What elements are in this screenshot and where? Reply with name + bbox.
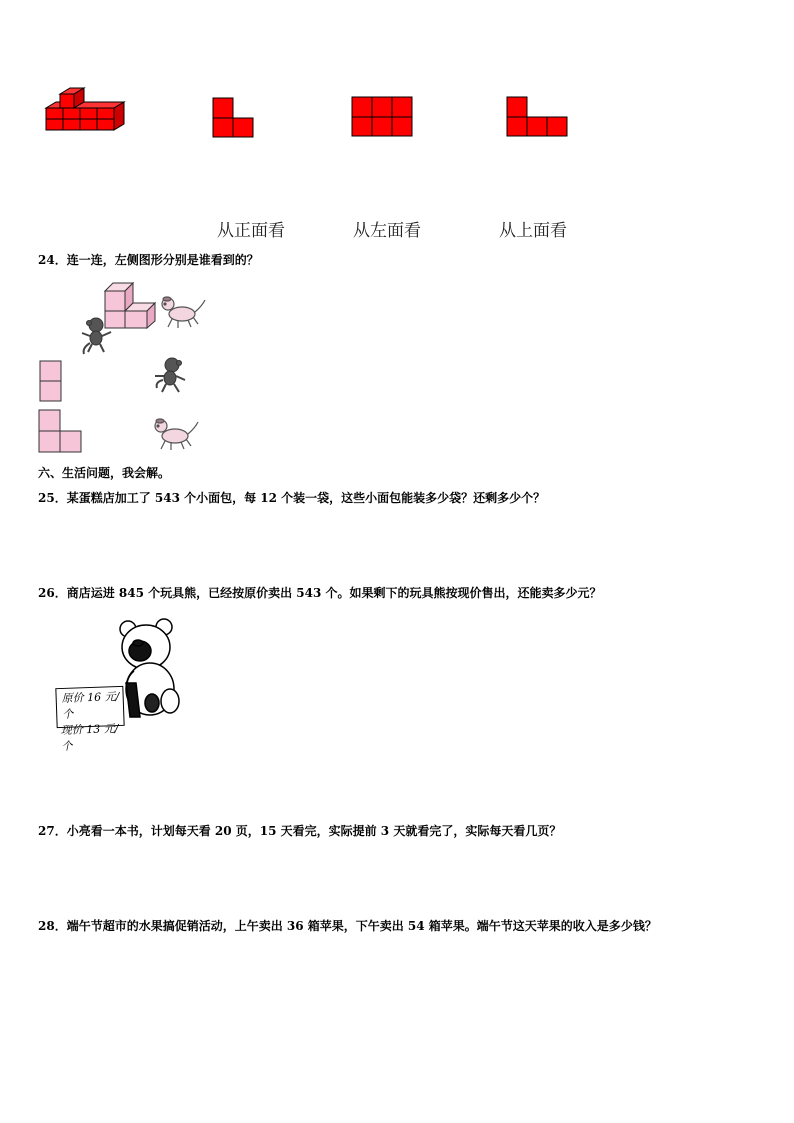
question-26: 26．商店运进 845 个玩具熊，已经按原价卖出 543 个。如果剩下的玩具熊按现价售出，还能卖多少元？ bbox=[38, 586, 602, 600]
section-6-heading: 六、生活问题，我会解。 bbox=[38, 466, 171, 480]
view-label-left: 从左面看 bbox=[353, 221, 421, 241]
question-25: 25．某蛋糕店加工了 543 个小面包，每 12 个装一袋，这些小面包能装多少袋？还剩多少个？ bbox=[38, 491, 546, 505]
question-27: 27．小亮看一本书，计划每天看 20 页，15 天看完，实际提前 3 天就看完了，实际每天看几页？ bbox=[38, 824, 562, 838]
price-sign bbox=[55, 686, 124, 754]
top-view-figure bbox=[506, 96, 568, 138]
view-label-top: 从上面看 bbox=[499, 221, 567, 241]
teddy-bear-icon bbox=[116, 617, 182, 723]
dog-icon bbox=[158, 294, 208, 330]
red-cube-solid bbox=[44, 86, 126, 146]
view-label-front: 从正面看 bbox=[217, 221, 285, 241]
pink-view-option-2 bbox=[38, 409, 84, 453]
front-view-figure bbox=[212, 97, 256, 139]
question-28: 28．端午节超市的水果搞促销活动，上午卖出 36 箱苹果，下午卖出 54 箱苹果。端午节这天苹果的收入是多少钱？ bbox=[38, 919, 657, 933]
pink-view-option-1 bbox=[39, 360, 63, 402]
current-price: 现价 13 元/个 bbox=[60, 722, 119, 754]
dog-icon bbox=[151, 416, 201, 452]
left-view-figure bbox=[351, 96, 413, 138]
monkey-icon bbox=[78, 316, 114, 356]
original-price: 原价 16 元/个 bbox=[61, 689, 120, 721]
monkey-icon bbox=[152, 356, 188, 396]
question-24: 24．连一连，左侧图形分别是谁看到的？ bbox=[38, 253, 259, 267]
